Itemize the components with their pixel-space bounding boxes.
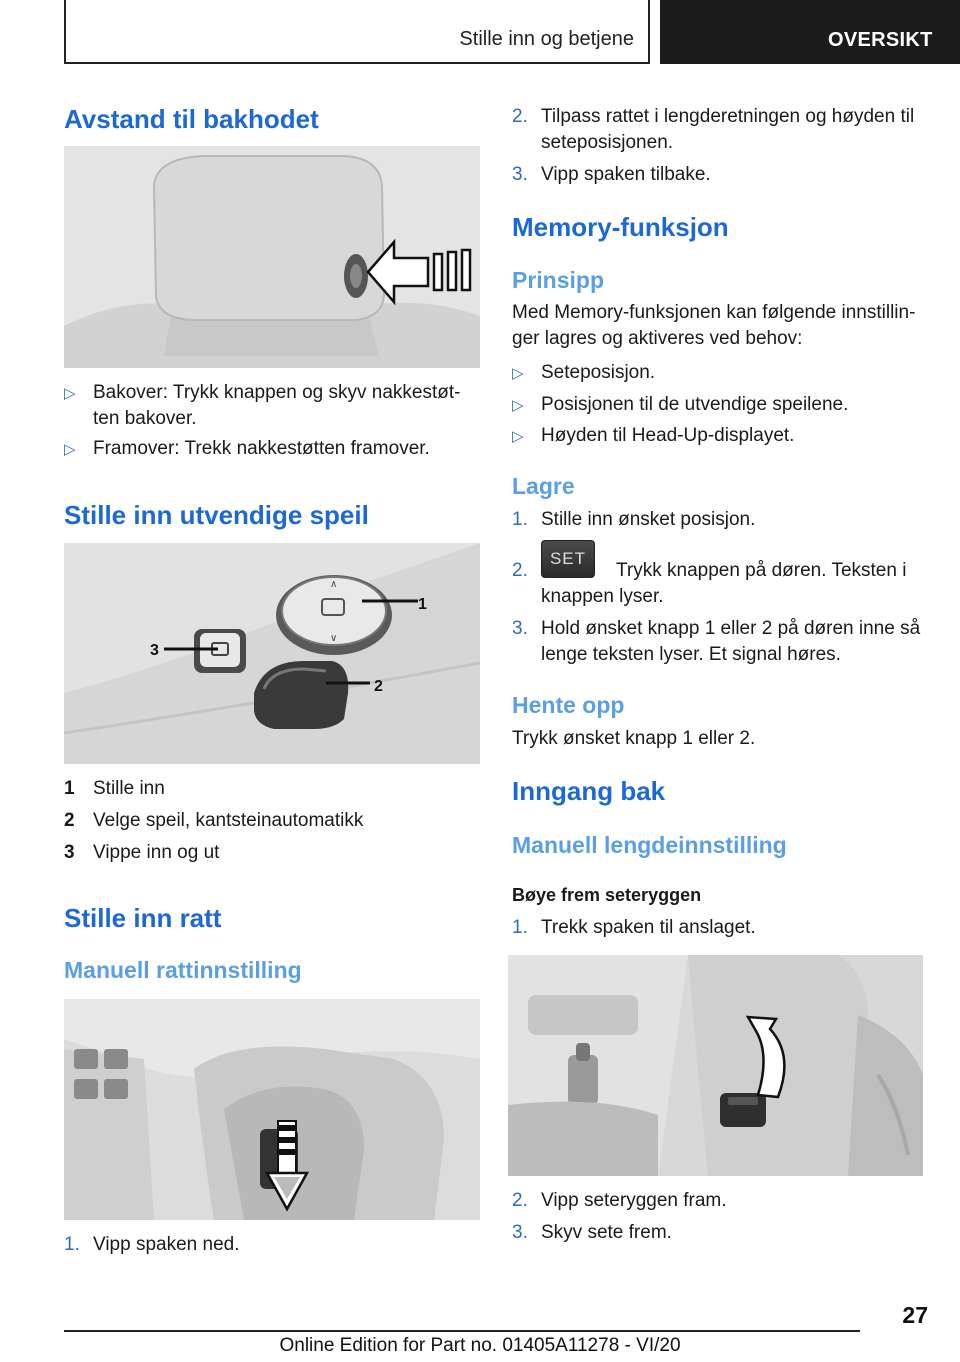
headrest-heading: Avstand til bakhodet bbox=[64, 104, 319, 134]
edition-footer: Online Edition for Part no. 01405A11278 - VI/20 bbox=[279, 1335, 681, 1356]
wheel-heading: Stille inn ratt bbox=[64, 903, 222, 933]
triangle-bullet-icon: ▷ bbox=[64, 385, 76, 402]
recall-text: Trykk ønsket knapp 1 eller 2. bbox=[512, 728, 756, 749]
callout-1: 1 bbox=[418, 596, 427, 613]
footer-divider bbox=[64, 1330, 860, 1332]
svg-text:∧: ∧ bbox=[330, 579, 338, 590]
rear-adjust-subheading: Manuell lengdeinnstilling bbox=[512, 832, 787, 858]
triangle-bullet-icon: ▷ bbox=[64, 441, 76, 458]
headrest-figure bbox=[64, 146, 480, 368]
fold-backrest-heading: Bøye frem seteryggen bbox=[512, 885, 702, 905]
mirrors-heading: Stille inn utvendige speil bbox=[64, 500, 369, 530]
save-step-2-text: Trykk knappen på døren. Teksten i bbox=[616, 560, 907, 581]
svg-text:∨: ∨ bbox=[330, 633, 338, 644]
triangle-bullet-icon: ▷ bbox=[512, 365, 524, 382]
wheel-subheading: Manuell rattinnstilling bbox=[64, 957, 302, 983]
principle-text-2: ger lagres og aktiveres ved behov: bbox=[512, 328, 803, 349]
recall-heading: Hente opp bbox=[512, 692, 625, 718]
steering-lever-figure bbox=[64, 999, 480, 1220]
memory-heading: Memory-funksjon bbox=[512, 212, 729, 242]
callout-3: 3 bbox=[150, 642, 159, 659]
header-chapter-tab[interactable] bbox=[660, 0, 960, 64]
seat-lever-figure bbox=[508, 955, 923, 1176]
header-chapter-label: OVERSIKT bbox=[828, 29, 933, 51]
save-step-2-cont: knappen lyser. bbox=[541, 586, 664, 607]
principle-text-1: Med Memory-funksjonen kan følgende innstillin- bbox=[512, 302, 916, 323]
save-heading: Lagre bbox=[512, 473, 575, 499]
page-number: 27 bbox=[902, 1302, 928, 1328]
callout-2: 2 bbox=[374, 678, 383, 695]
header-section-box bbox=[64, 0, 650, 64]
triangle-bullet-icon: ▷ bbox=[512, 397, 524, 414]
set-button-label: SET bbox=[541, 540, 595, 578]
rear-entry-heading: Inngang bak bbox=[512, 776, 666, 806]
header-section-title: Stille inn og betjene bbox=[459, 28, 634, 50]
principle-heading: Prinsipp bbox=[512, 267, 605, 293]
triangle-bullet-icon: ▷ bbox=[512, 428, 524, 445]
set-button-icon bbox=[541, 540, 595, 578]
mirror-controls-figure bbox=[64, 543, 480, 764]
